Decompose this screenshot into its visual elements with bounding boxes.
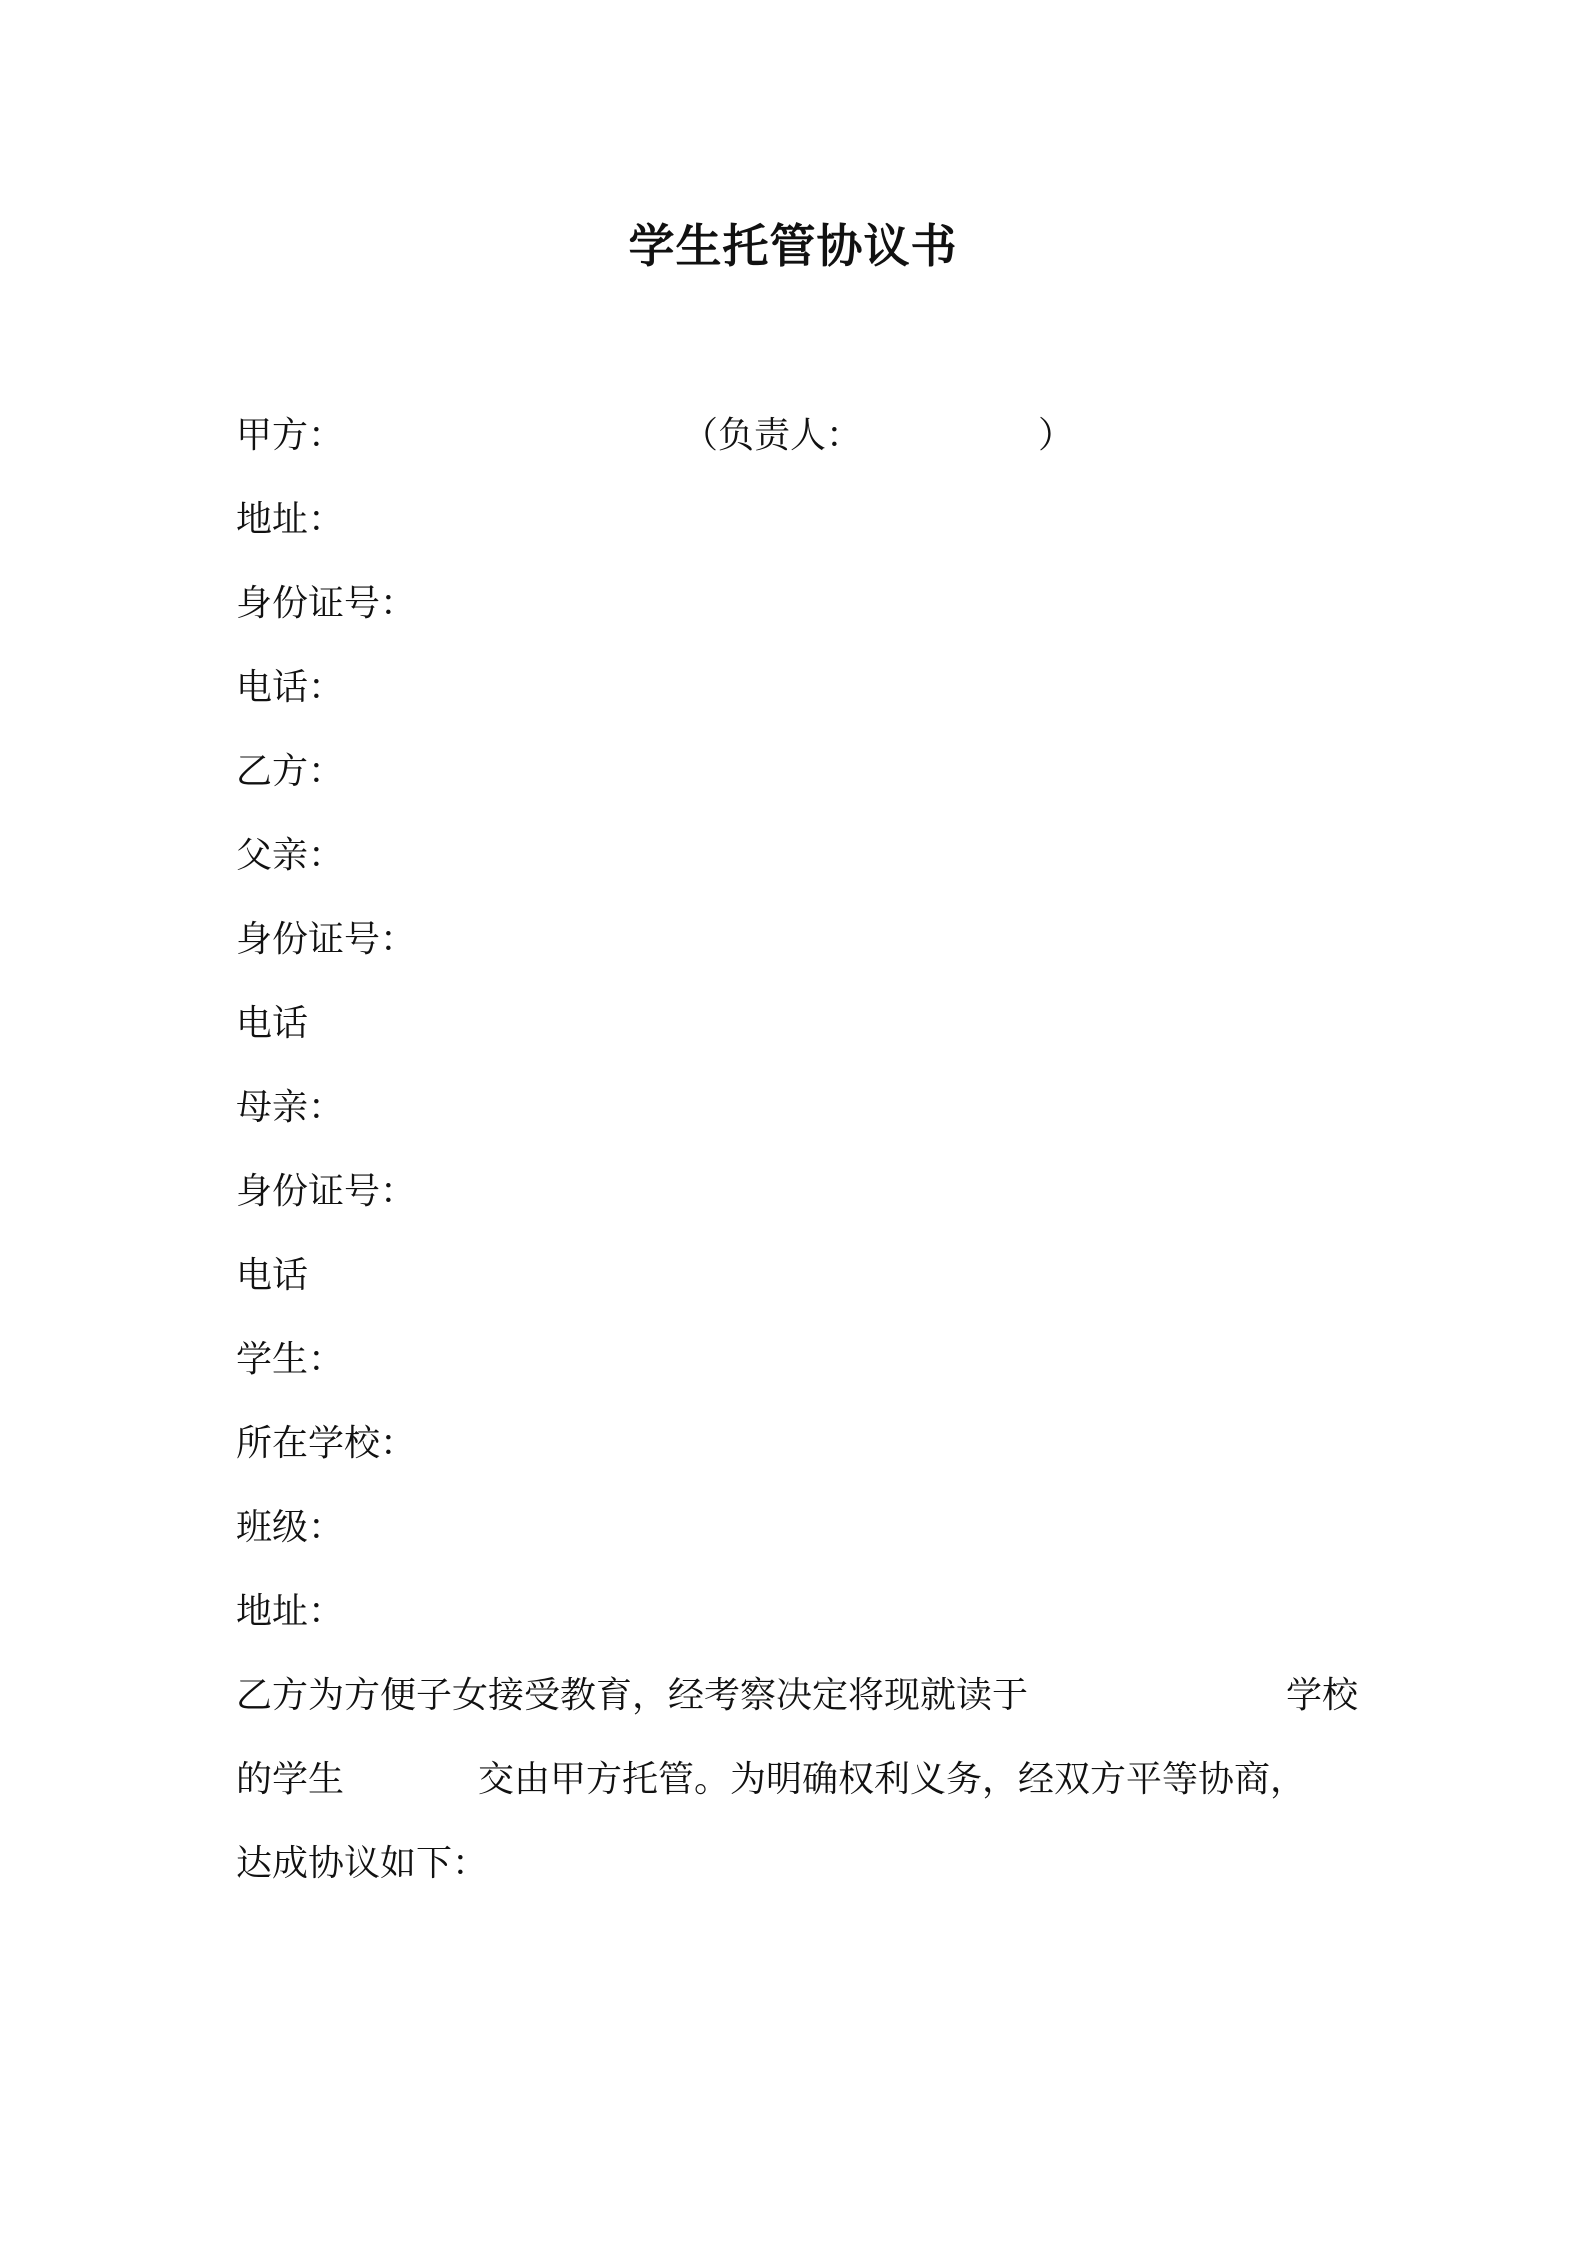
responsible-person-label: （负责人： (682, 415, 863, 456)
father-id-label: 身份证号： (236, 919, 417, 960)
mother-phone-label: 电话 (236, 1255, 309, 1296)
party-b-label: 乙方： (236, 751, 345, 792)
party-a-address-label: 地址： (236, 499, 345, 540)
party-a-phone-label: 电话： (236, 667, 345, 708)
responsible-person-close: ） (1038, 415, 1075, 456)
party-a-id-label: 身份证号： (236, 583, 417, 624)
student-label: 学生： (236, 1339, 345, 1380)
preamble-line1-end: 学校 (1286, 1675, 1359, 1716)
preamble-line1-start: 乙方为方便子女接受教育，经考察决定将现就读于 (236, 1675, 1029, 1716)
document-title: 学生托管协议书 (628, 219, 958, 273)
father-label: 父亲： (236, 835, 345, 876)
class-label: 班级： (236, 1507, 345, 1548)
party-a-label: 甲方： (236, 415, 345, 456)
school-label: 所在学校： (236, 1423, 417, 1464)
preamble-line2-start: 的学生 (236, 1759, 345, 1800)
mother-id-label: 身份证号： (236, 1171, 417, 1212)
mother-label: 母亲： (236, 1087, 345, 1128)
preamble-line3: 达成协议如下： (236, 1843, 489, 1884)
preamble-line2-end: 交由甲方托管。为明确权利义务，经双方平等协商， (478, 1759, 1307, 1800)
father-phone-label: 电话 (236, 1003, 309, 1044)
student-address-label: 地址： (236, 1591, 345, 1632)
